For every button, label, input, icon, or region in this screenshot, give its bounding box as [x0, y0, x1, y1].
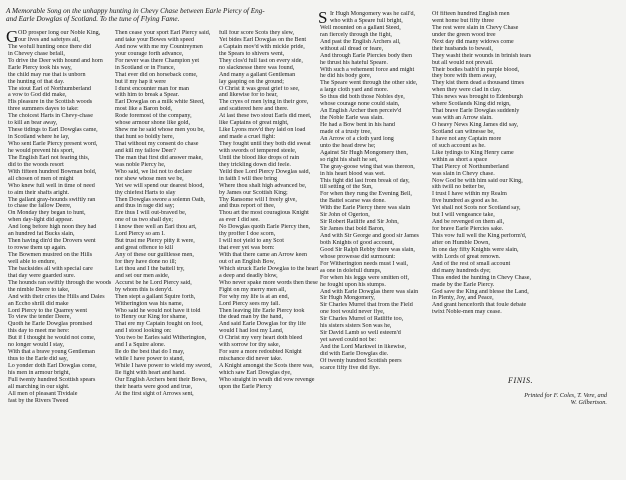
verse-line: Against Sir Hugh Mongomery then,: [320, 149, 408, 156]
verse-line: a deep and deadly blow,: [219, 272, 278, 279]
verse-line: Like Lyons mov'd they laid on load: [219, 127, 306, 134]
verse-line: They kist them dead a thousand times: [432, 80, 525, 87]
verse-line: a large cloth yard and more.: [320, 87, 389, 94]
verse-line: Then stept a gallant Squire forth,: [115, 293, 196, 300]
verse-line: his sisters sisters Son was he,: [320, 323, 392, 330]
verse-line: of such account as he.: [432, 142, 486, 149]
verse-line: And said Earle Dowglas for thy life: [219, 321, 306, 328]
verse-line: At last these two stout Earls did meet,: [219, 113, 312, 120]
verse-line: an hundred fat Bucks slain,: [8, 231, 75, 238]
verse-line: Lord Piercy so am I.: [115, 231, 165, 238]
verse-line: An Arrow of a cloth yard long: [320, 135, 394, 142]
verse-line: after on Humble Down,: [432, 239, 490, 246]
verse-line: one foot would never flye,: [320, 309, 385, 316]
verse-line: All men of pleasant Tividale: [8, 390, 78, 397]
verse-line: For why my life is at an end,: [219, 293, 290, 300]
verse-line: The choicest Harts in Chevy-chase: [8, 113, 93, 120]
title-line-2: and Earle Dowglas of Scotland. To the tune of Flying Fame.: [6, 15, 180, 23]
verse-line: and great offence to kill: [115, 245, 174, 252]
verse-line: Lo yonder doth Earl Dowglas come,: [8, 363, 97, 369]
verse-line: in Scotland or in France,: [115, 64, 176, 71]
verse-line: His pleasure in the Scottish woods: [8, 99, 93, 106]
verse-line: And with Sir George and good sir James: [320, 233, 419, 239]
verse-line: Good Sir Ralph Rebby there was slain,: [320, 246, 415, 253]
verse-line: well able to endure,: [8, 258, 57, 265]
verse-line: The English Earl not fearing this,: [8, 154, 90, 161]
verse-line: fast by the Rivers Tweed: [8, 397, 69, 404]
verse-line: Who said he would not have it told: [115, 307, 201, 314]
verse-line: I know thee well an Earl thou art,: [115, 224, 197, 231]
verse-line: And grant henceforth that foule debate: [432, 302, 527, 309]
verse-line: They clos'd full fast on every side,: [219, 57, 303, 64]
verse-line: thus to the Earle did say,: [8, 356, 68, 363]
verse-line: a vow to God did make,: [8, 92, 67, 99]
verse-line: Ere thus I will out-braved be,: [115, 210, 187, 217]
verse-line: the Spears to shivers went,: [219, 50, 285, 57]
verse-line: to aim their shafts aright.: [8, 189, 70, 196]
verse-line: Ir Hugh Mongomery was he call'd,: [330, 11, 416, 17]
verse-line: Next day did many widows come: [432, 38, 514, 45]
verse-line: Fight on my merry men all,: [219, 286, 287, 293]
verse-line: the child may rue that is unborn: [8, 71, 86, 78]
verse-line: The gallant gray-hounds swiftly ran: [8, 196, 96, 203]
verse-line: and kill my fallow Deer?: [115, 147, 176, 154]
verse-line: God save the King and blesse the Land,: [432, 288, 529, 295]
verse-line: did many hundreds dye;: [432, 267, 491, 274]
verse-line: till setting of the Sun,: [320, 184, 373, 191]
verse-line: upon the Earle Piercy: [219, 383, 272, 390]
verse-line: to kill an bear away,: [8, 120, 58, 127]
verse-line: Full twenty hundred Scottish spears: [8, 376, 96, 383]
verse-line: ran fiercely through the fight,: [320, 31, 392, 38]
verse-line: Like tydings to King Henry came: [432, 149, 514, 156]
verse-line: your courage forth advance,: [115, 50, 184, 57]
verse-line: yet saved could not be:: [320, 337, 377, 344]
verse-line: like Captains of great might,: [219, 120, 289, 127]
verse-line: he fought upon his stumps.: [320, 281, 386, 288]
verse-line: Thy Ransome will I freely give,: [219, 196, 297, 203]
verse-line: Earl Dowglas on a milk white Steed,: [115, 99, 205, 106]
verse-line: Where thou shalt high advanced be,: [219, 182, 307, 189]
verse-line: for they have done no ill;: [115, 258, 177, 265]
verse-line: was slain in Chevy chase.: [432, 170, 495, 177]
verse-line: Ile fight with heart and hand.: [115, 369, 186, 376]
verse-line: And with Earle Dowglas there was slain: [320, 288, 419, 295]
verse-line: And past the English Archers all,: [320, 38, 401, 45]
verse-line: Who knew full well in time of need: [8, 182, 95, 189]
verse-line: The man that first did answer make,: [115, 154, 203, 161]
verse-line: our lives and safetyes all,: [18, 36, 80, 43]
verse-line: the nimble Deere to take,: [8, 286, 70, 293]
verse-line: was with an Arrow slain.: [432, 115, 493, 122]
drop-capital: S: [318, 8, 328, 27]
verse-line: Yet we will spend our dearest blood,: [115, 182, 204, 189]
verse-line: was noble Piercy he,: [115, 161, 166, 168]
verse-line: and likewise for to hear,: [219, 92, 278, 99]
verse-line: twixt Noble-men may cease.: [432, 309, 502, 316]
verse-line: Sir James that bold Baron,: [320, 226, 385, 233]
verse-line: Who never spake more words then these: [219, 279, 318, 286]
verse-line: nor shew whose men we be,: [115, 175, 184, 182]
verse-line: That Piercy of Northumberland: [432, 163, 509, 170]
verse-line: These tidings to Earl Dowglas came,: [8, 127, 98, 134]
verse-line: And now with me my Countreymen: [115, 43, 203, 50]
verse-line: The wofull hunting once there did: [8, 43, 92, 50]
verse-line: in Chevey chase befall,: [8, 50, 65, 57]
verse-line: in his heart blood was wet.: [320, 170, 386, 177]
verse-line: both Knights of good account,: [320, 239, 394, 246]
verse-line: but if my hap it were: [115, 78, 166, 85]
verse-column-1: [6, 27, 114, 405]
verse-line: For when they rung the Evening Bell,: [320, 191, 412, 198]
verse-line: They washt their wounds in brinish tears: [432, 52, 532, 59]
verse-line: Until the blood like drops of rain: [219, 154, 300, 161]
verse-line: they bore with them away,: [432, 73, 497, 80]
verse-line: all chosen of men of might: [8, 175, 74, 182]
verse-column-4: [318, 8, 426, 372]
verse-line: and take your Bowes with speed: [115, 36, 195, 43]
verse-line: in Scotland where he lay,: [8, 134, 70, 141]
verse-line: thy chiefest Harts to slay: [115, 189, 176, 196]
verse-line: one of us two shall dye;: [115, 217, 174, 224]
verse-line: whose prowesse did surmount:: [320, 253, 396, 260]
verse-line: which saw Earl Dowglas dye,: [219, 369, 292, 376]
verse-line: where Scotlands King did reign,: [432, 101, 511, 108]
verse-line: That ever did on horseback come,: [115, 71, 198, 78]
verse-line: without all dread or feare,: [320, 45, 384, 52]
verse-line: by James our Scottish King;: [219, 189, 288, 196]
verse-line: their hearts were good and true,: [115, 383, 193, 390]
verse-line: O Christ my very heart doth bleed: [219, 335, 303, 342]
verse-line: That brave Earle Dowglas suddenly: [432, 108, 520, 115]
verse-line: And of the rest of small account: [432, 260, 511, 267]
verse-line: This news was brought to Edenburgh: [432, 94, 523, 101]
verse-line: O Christ it was great grief to see,: [219, 85, 300, 92]
verse-line: and I a Squire alone.: [115, 342, 166, 349]
verse-line: sith twill no better be,: [432, 184, 486, 191]
verse-line: This vow full well the King perform'd,: [432, 233, 527, 239]
verse-line: With such a vehement force and might: [320, 66, 415, 73]
verse-line: Then cease your sport Earl Piercy said,: [115, 30, 211, 36]
verse-line: but all would not prevail.: [432, 59, 494, 66]
verse-line: went home but fifty three: [432, 17, 494, 24]
verse-line: A Knight amongst the Scots there was,: [219, 363, 314, 369]
verse-line: this day to meet me here:: [8, 328, 70, 335]
verse-line: The stout Earl of Northumberland: [8, 85, 91, 92]
finis-label: FINIS.: [508, 376, 534, 385]
verse-line: To drive the Deer with hound and horn: [8, 57, 103, 64]
verse-line: and set our men aside,: [115, 272, 170, 279]
verse-line: For when his leggs were smitten off,: [320, 274, 410, 281]
verse-line: Earle Piercy took his way,: [8, 64, 72, 71]
verse-line: to chase the fallow Deere,: [8, 203, 72, 210]
verse-line: no longer would I stay,: [8, 342, 64, 349]
verse-line: Then leaving life Earle Piercy took: [219, 307, 305, 314]
verse-line: The Speare went through the other side,: [320, 80, 418, 87]
verse-line: and made a cruel fight:: [219, 134, 276, 141]
verse-line: To view the tender Deere,: [8, 314, 72, 321]
verse-line: Ile do the best that do I may,: [115, 349, 185, 356]
verse-line: With the Earle Piercy there was slain: [320, 205, 411, 212]
verse-line: Sir Hugh Mongomery,: [320, 295, 375, 302]
verse-line: made of a trusty tree,: [320, 128, 372, 135]
drop-capital: G: [6, 27, 19, 46]
verse-line: At the first sight of Arrows sent,: [115, 390, 194, 397]
verse-line: the Noble Earle was slain.: [320, 115, 384, 122]
verse-line: Now God be with him said our King,: [432, 177, 523, 184]
verse-line: as one in dolefull dumps,: [320, 267, 382, 274]
verse-line: while I have power to stand,: [115, 356, 185, 363]
verse-line: he did his body gore,: [320, 73, 372, 80]
verse-line: I have not any Captain more: [432, 135, 502, 142]
verse-line: five hundred as good as he.: [432, 198, 499, 205]
verse-line: Any of these our guiltlesse men,: [115, 252, 194, 258]
verse-line: by whom this is deny'd.: [115, 286, 173, 293]
verse-line: I will not yield to any Scot: [219, 238, 284, 245]
verse-line: For sure a more redoubted Knight: [219, 349, 302, 356]
verse-line: And long before high noon they had: [8, 224, 97, 231]
verse-line: most like a Baron bold,: [115, 106, 173, 113]
verse-column-2: [115, 30, 221, 398]
verse-line: when they were clad in clay.: [432, 87, 502, 94]
verse-line: Witherington was his name,: [115, 300, 184, 307]
verse-line: Lord Piercy to the Quarrey went: [8, 307, 88, 314]
imprint-line-1: Printed for F. Coles, T. Vere, and: [524, 392, 607, 399]
verse-line: With fifteen hundred Bowman bold,: [8, 168, 97, 175]
verse-line: In one day fifty Knights were slain,: [432, 246, 519, 253]
verse-line: their husbands to bewail,: [432, 45, 493, 52]
verse-line: he thrust his hateful Speare.: [320, 59, 388, 66]
verse-line: with sorrow for thy sake,: [219, 342, 281, 349]
verse-line: And the Lord Markwel in likewise,: [320, 344, 406, 350]
verse-line: Of fifteen hundred English men: [432, 11, 510, 17]
verse-line: An English Archer then perceiv'd: [320, 108, 402, 115]
verse-line: scarce fifty five did flye.: [320, 364, 381, 371]
verse-line: whose courage none could stain,: [320, 101, 400, 108]
verse-line: full four score Scots they slew,: [219, 30, 295, 36]
verse-line: as ever I did see.: [219, 217, 260, 224]
verse-line: the dead man by the hand,: [219, 314, 283, 321]
verse-line: And through Earle Piercies body then: [320, 52, 412, 59]
verse-line: With that there came an Arrow keen: [219, 252, 308, 258]
verse-line: Then Dowglas swore a solemn Oath,: [115, 196, 206, 203]
verse-line: Thus ended the hunting in Chevy Chase,: [432, 274, 532, 281]
verse-line: For Witherington needs must I wail,: [320, 260, 408, 267]
verse-line: all marching in our sight.: [8, 383, 70, 390]
verse-line: Sir John of Ogerton,: [320, 212, 370, 219]
verse-line: Sir Robert Ratliffe and Sir John,: [320, 219, 399, 226]
verse-line: would I had lost my Land,: [219, 328, 284, 335]
verse-line: The cryes of men lying in their gore,: [219, 99, 309, 106]
verse-line: Shew me he said whose men you be,: [115, 127, 205, 134]
verse-line: the Battel scarse was done.: [320, 198, 386, 205]
verse-line: Well mounted on a gallant Steed,: [320, 24, 401, 31]
verse-line: he would prevent his sport,: [8, 147, 75, 154]
verse-line: But trust me Piercy pitty it were,: [115, 238, 195, 245]
verse-line: under the green wood tree: [432, 31, 496, 38]
verse-line: Sir Charles Murrel that from the Field: [320, 302, 413, 309]
verse-line: a Captain mov'd with mickle pride,: [219, 43, 305, 50]
title-line-1: A Memorable Song on the unhappy hunting in Chevy Chase between Earle Piercy of Eng-: [6, 7, 265, 15]
verse-line: Who straight in wrath did vow revenge: [219, 376, 315, 383]
verse-line: The rest were slain in Chevy Chase: [432, 24, 519, 31]
verse-line: And many a gallant Gentleman: [219, 71, 296, 78]
verse-line: O heavy News King James did say,: [432, 122, 519, 128]
verse-line: that day were guarded sure.: [8, 272, 76, 279]
verse-line: mischance did never take.: [219, 356, 283, 363]
verse-line: so right his shaft he set,: [320, 156, 378, 163]
verse-line: that ever yet was born:: [219, 245, 275, 252]
verse-line: and scattered here and there.: [219, 106, 289, 113]
imprint-line-2: W. Gilbertson.: [570, 399, 607, 407]
verse-line: Lord Piercy sees my fall.: [219, 300, 281, 307]
printer-imprint: [447, 392, 607, 407]
verse-line: Quoth he Earle Dowglas promised: [8, 321, 93, 328]
verse-line: that hunt so boldly here,: [115, 134, 175, 141]
verse-line: within as short a space: [432, 156, 488, 163]
verse-column-5: [432, 11, 538, 316]
verse-line: thy proffer I doe scorn,: [219, 231, 276, 238]
verse-line: who with a Speare full bright,: [330, 17, 403, 24]
verse-line: Who said, we list not to declare: [115, 168, 192, 175]
verse-line: So thus did both those Nobles dye,: [320, 94, 405, 101]
verse-line: in faith I will thee bring: [219, 175, 278, 182]
verse-line: Accurst be he Lord Piercy said,: [115, 279, 192, 286]
verse-line: Sir Charles Murrel of Ratliffe too,: [320, 316, 404, 323]
verse-line: For never was there Champion yet: [115, 57, 200, 64]
verse-line: Yeild thee Lord Piercy Dowglas said,: [219, 168, 311, 175]
verse-line: The hounds ran swiftly through the woods: [8, 279, 112, 286]
verse-line: I trust I have within my Realm: [432, 191, 507, 198]
verse-line: unto the head drew he;: [320, 142, 376, 149]
verse-line: Their bodies bath'd in purple blood,: [432, 66, 520, 73]
verse-line: and thus in rage did say;: [115, 203, 175, 210]
verse-line: But if I thought he would not come,: [8, 335, 96, 342]
verse-line: Of twenty hundred Scottish peers: [320, 357, 402, 364]
verse-line: The backsides all with special care: [8, 265, 93, 272]
verse-line: but I will vengeance take,: [432, 212, 495, 219]
verse-line: On Monday they began to hunt,: [8, 210, 86, 217]
verse-line: The Bowmen mustred on the Hills: [8, 252, 93, 258]
verse-line: While I have power to wield my sword,: [115, 363, 212, 369]
verse-line: They fought until they both did sweat: [219, 141, 311, 147]
verse-line: Yet shall not Scots nor Scotland say,: [432, 205, 521, 212]
ballad-title: [6, 7, 311, 23]
verse-line: Our English Archers bent their Bows,: [115, 376, 207, 383]
verse-line: And be revenged on them all,: [432, 219, 505, 226]
verse-line: with him to break a Spear.: [115, 92, 179, 99]
verse-line: Yet bides Earl Dowglas on the Bent: [219, 36, 307, 43]
verse-line: when day-light did appear.: [8, 217, 73, 224]
verse-line: Sir David Lamb so well esteem'd: [320, 330, 401, 337]
verse-line: That ere my Captain fought on foot,: [115, 321, 203, 328]
verse-line: whose armour shone like gold,: [115, 120, 190, 127]
verse-line: OD prosper long our Noble King,: [18, 30, 101, 36]
verse-line: Thou art the most couragious Knight: [219, 210, 309, 217]
verse-line: Let thou and I the battell try,: [115, 265, 185, 272]
verse-line: Then having din'd the Drovers went: [8, 238, 96, 245]
verse-line: And with their cries the Hills and Dales: [8, 293, 105, 300]
verse-line: Scotland can witnesse be,: [432, 128, 495, 135]
verse-line: and thus report of thee,: [219, 203, 276, 210]
verse-line: Who sent Earle Piercy present word,: [8, 141, 98, 147]
verse-line: three summers dayes to take:: [8, 106, 79, 113]
verse-line: That without my consent do chase: [115, 141, 199, 147]
verse-column-3: [219, 30, 325, 391]
verse-line: made by the Earle Piercy.: [432, 281, 495, 288]
verse-line: did to the woods resort: [8, 161, 64, 168]
verse-line: Which struck Earle Dowglas to the heart: [219, 265, 319, 272]
verse-line: He had a Bow bent in his hand: [320, 122, 395, 128]
verse-line: No Dowglas quoth Earle Piercy then,: [219, 224, 311, 231]
verse-line: out of an English Bow,: [219, 258, 275, 265]
verse-line: with Lords of great renown.: [432, 253, 501, 260]
verse-line: did with Earle Dowglas die.: [320, 350, 389, 357]
verse-line: Rode foremost of the company,: [115, 113, 192, 120]
verse-line: they trickling down did feele.: [219, 161, 291, 168]
verse-line: to Henry our King for shame,: [115, 314, 188, 321]
verse-line: lay gasping on the ground;: [219, 78, 284, 85]
verse-line: You two be Earles said Witherington,: [115, 335, 207, 342]
verse-line: for brave Earle Piercies sake.: [432, 226, 504, 233]
verse-line: I durst encounter man for man: [115, 85, 189, 92]
verse-line: This fight did last from break of day,: [320, 177, 410, 184]
verse-line: no slacknesse there was found,: [219, 64, 295, 71]
verse-line: with swords of tempered steele,: [219, 147, 297, 154]
verse-line: and I stood looking on:: [115, 328, 172, 335]
verse-line: to rowse them up again.: [8, 245, 67, 252]
verse-line: the hunting of that day.: [8, 78, 65, 85]
verse-line: in Plenty, Joy, and Peace,: [432, 295, 494, 302]
verse-line: his men in armour bright,: [8, 369, 71, 376]
verse-line: With that a brave young Gentleman: [8, 349, 95, 356]
verse-line: an Eccho shrill did make: [8, 300, 69, 307]
verse-line: The gray-goose wing that was thereon,: [320, 163, 415, 170]
